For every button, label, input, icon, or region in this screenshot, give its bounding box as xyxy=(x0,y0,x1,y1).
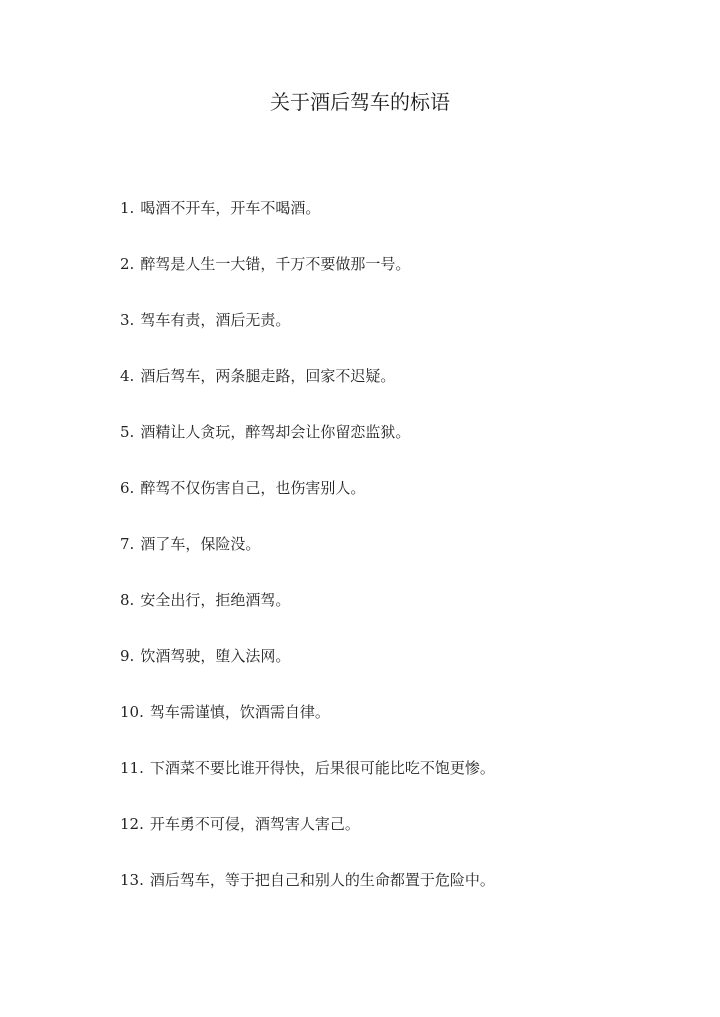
list-item xyxy=(120,699,495,755)
list-item-number: 5. xyxy=(120,423,135,441)
list-item-number: 1. xyxy=(120,199,135,217)
list-item xyxy=(120,475,495,531)
list-item-number: 13. xyxy=(120,871,144,889)
slogan-list xyxy=(120,195,495,923)
list-item-number: 4. xyxy=(120,367,135,385)
list-item xyxy=(120,531,495,587)
list-item-number: 12. xyxy=(120,815,144,833)
list-item-text: 驾车需谨慎，饮酒需自律。 xyxy=(149,703,330,721)
list-item-text: 酒后驾车，等于把自己和别人的生命都置于危险中。 xyxy=(149,871,495,889)
list-item xyxy=(120,811,495,867)
list-item-text: 下酒菜不要比谁开得快，后果很可能比吃不饱更惨。 xyxy=(149,759,495,777)
list-item-text: 酒后驾车，两条腿走路，回家不迟疑。 xyxy=(140,367,396,385)
list-item-number: 2. xyxy=(120,255,135,273)
list-item xyxy=(120,643,495,699)
list-item-text: 醉驾是人生一大错，千万不要做那一号。 xyxy=(140,255,411,273)
list-item-text: 酒精让人贪玩，醉驾却会让你留恋监狱。 xyxy=(140,423,411,441)
list-item-number: 8. xyxy=(120,591,135,609)
list-item-number: 11. xyxy=(120,759,144,777)
list-item-text: 开车勇不可侵，酒驾害人害己。 xyxy=(149,815,360,833)
list-item xyxy=(120,363,495,419)
list-item xyxy=(120,307,495,363)
list-item-number: 7. xyxy=(120,535,135,553)
list-item-text: 驾车有责，酒后无责。 xyxy=(140,311,291,329)
list-item xyxy=(120,251,495,307)
list-item-text: 酒了车，保险没。 xyxy=(140,535,261,553)
list-item xyxy=(120,867,495,923)
list-item-number: 10. xyxy=(120,703,144,721)
list-item-text: 安全出行，拒绝酒驾。 xyxy=(140,591,291,609)
list-item xyxy=(120,195,495,251)
list-item-text: 醉驾不仅伤害自己，也伤害别人。 xyxy=(140,479,366,497)
list-item-text: 喝酒不开车，开车不喝酒。 xyxy=(140,199,321,217)
list-item xyxy=(120,755,495,811)
list-item xyxy=(120,419,495,475)
list-item-text: 饮酒驾驶，堕入法网。 xyxy=(140,647,291,665)
page-title: 关于酒后驾车的标语 xyxy=(270,90,450,114)
list-item-number: 9. xyxy=(120,647,135,665)
list-item-number: 6. xyxy=(120,479,135,497)
list-item xyxy=(120,587,495,643)
list-item-number: 3. xyxy=(120,311,135,329)
